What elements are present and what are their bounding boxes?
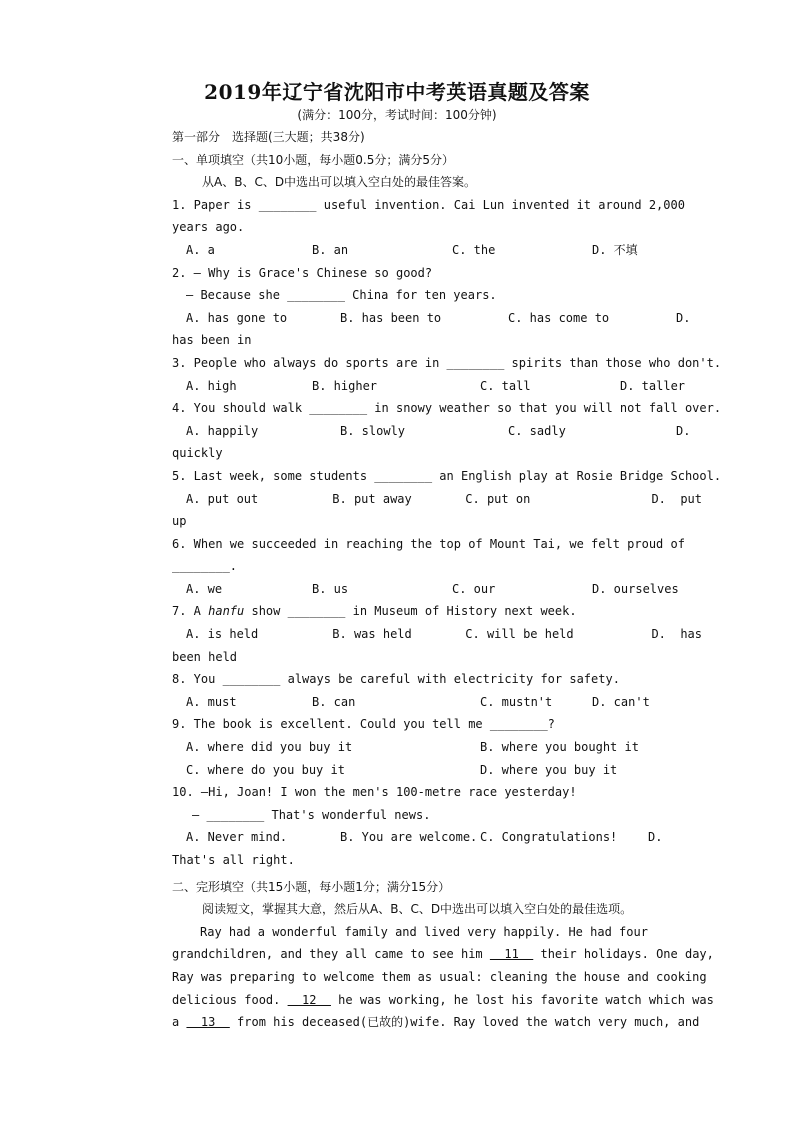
option-a[interactable]: A. Never mind.: [186, 830, 288, 845]
question-2-stem-cont: — Because she ________ China for ten years.: [186, 288, 497, 303]
option-c[interactable]: C. sadly: [508, 423, 566, 438]
option-a[interactable]: A. must: [186, 694, 237, 709]
option-b[interactable]: B. us: [312, 581, 349, 596]
question-9-stem: 9. The book is excellent. Could you tell me ________?: [172, 717, 555, 732]
question-3-options: [172, 375, 702, 398]
question-6-options: [172, 578, 702, 601]
part-heading: 第一部分 选择题(三大题；共38分): [172, 130, 365, 144]
question-10-stem-cont: — ________ That's wonderful news.: [192, 807, 431, 822]
option-c[interactable]: C. the: [452, 242, 496, 257]
exam-info: (满分：100分，考试时间：100分钟): [297, 108, 497, 122]
option-d[interactable]: D.: [676, 310, 691, 325]
blank-12[interactable]: 12: [287, 992, 331, 1007]
option-a[interactable]: A. happily: [186, 423, 259, 438]
option-d-cont: That's all right.: [172, 853, 295, 867]
option-d[interactable]: D. ourselves: [592, 581, 679, 596]
option-c[interactable]: C. Congratulations!: [480, 830, 618, 845]
question-7-stem: 7. A hanfu show ________ in Museum of History next week.: [172, 604, 577, 619]
question-10-options: [172, 826, 702, 849]
question-2-stem: 2. — Why is Grace's Chinese so good?: [172, 265, 433, 280]
question-1-stem-cont: years ago.: [172, 220, 245, 235]
option-a[interactable]: A. put out: [186, 491, 259, 506]
question-6-stem: 6. When we succeeded in reaching the top of Mount Tai, we felt proud of: [172, 536, 685, 551]
option-a[interactable]: A. we: [186, 581, 223, 596]
section-a-instruction: 从A、B、C、D中选出可以填入空白处的最佳答案。: [202, 175, 477, 190]
option-b[interactable]: B. You are welcome.: [340, 830, 478, 845]
passage-line: delicious food. 12 he was working, he lost his favorite watch which was: [172, 992, 714, 1007]
option-b[interactable]: B. higher: [312, 378, 378, 393]
option-c[interactable]: C. put on: [465, 491, 531, 506]
exam-content: [172, 126, 722, 1034]
passage-line: grandchildren, and they all came to see him 11 their holidays. One day,: [172, 947, 714, 962]
option-b[interactable]: B. can: [312, 694, 356, 709]
option-c[interactable]: C. mustn't: [480, 694, 553, 709]
option-b[interactable]: B. where you bought it: [480, 740, 639, 755]
option-b[interactable]: B. put away: [332, 491, 412, 506]
option-d[interactable]: D. where you buy it: [480, 762, 618, 777]
question-8-options: [172, 691, 702, 714]
question-5-stem: 5. Last week, some students ________ an English play at Rosie Bridge School.: [172, 468, 722, 483]
option-d-cont: up: [172, 514, 187, 529]
passage-line: a 13 from his deceased(已故的)wife. Ray loved the watch very much, and: [172, 1015, 700, 1030]
option-d[interactable]: D.: [648, 830, 663, 845]
option-d[interactable]: D. has: [651, 627, 703, 642]
question-6-stem-cont: ________.: [172, 559, 238, 574]
hanfu-word: hanfu: [208, 604, 245, 619]
option-d-cont: has been in: [172, 333, 252, 348]
question-8-stem: 8. You ________ always be careful with electricity for safety.: [172, 672, 620, 687]
option-b[interactable]: B. an: [312, 242, 349, 257]
option-c[interactable]: C. tall: [480, 378, 531, 393]
section-b-heading: 二、完形填空（共15小题，每小题1分；满分15分）: [172, 879, 451, 894]
option-a[interactable]: A. high: [186, 378, 237, 393]
option-b[interactable]: B. was held: [332, 627, 412, 642]
question-4-stem: 4. You should walk ________ in snowy weather so that you will not fall over.: [172, 401, 722, 416]
option-d-cont: been held: [172, 649, 238, 664]
blank-11[interactable]: 11: [489, 947, 534, 962]
cloze-passage: [172, 921, 714, 1034]
question-5-options: [172, 488, 702, 511]
option-a[interactable]: A. a: [186, 242, 215, 257]
passage-line: Ray had a wonderful family and lived very happily. He had four: [200, 924, 648, 939]
option-b[interactable]: B. has been to: [340, 310, 442, 325]
option-d[interactable]: D. put: [651, 491, 703, 506]
question-1-options: [172, 239, 702, 262]
question-9-options-cd: [172, 759, 702, 782]
option-c[interactable]: C. has come to: [508, 310, 610, 325]
question-7-options: [172, 623, 702, 646]
passage-line: Ray was preparing to welcome them as usual: cleaning the house and cooking: [172, 969, 707, 984]
section-b-instruction: 阅读短文，掌握其大意，然后从A、B、C、D中选出可以填入空白处的最佳选项。: [202, 902, 633, 917]
option-a[interactable]: A. is held: [186, 627, 259, 642]
option-c[interactable]: C. where do you buy it: [186, 762, 345, 777]
option-d[interactable]: D. taller: [620, 378, 686, 393]
question-3-stem: 3. People who always do sports are in ________ spirits than those who don't.: [172, 355, 722, 370]
question-2-options: [172, 307, 702, 330]
blank-13[interactable]: 13: [186, 1015, 230, 1030]
question-10-stem: 10. —Hi, Joan! I won the men's 100-metre race yesterday!: [172, 785, 577, 800]
question-4-options: [172, 420, 702, 443]
option-b[interactable]: B. slowly: [340, 423, 406, 438]
question-1-stem: 1. Paper is ________ useful invention. Cai Lun invented it around 2,000: [172, 197, 685, 212]
option-d[interactable]: D. can't: [592, 694, 650, 709]
option-d[interactable]: D.: [676, 423, 691, 438]
question-9-options-ab: [172, 736, 702, 759]
option-d-cont: quickly: [172, 446, 223, 461]
option-a[interactable]: A. where did you buy it: [186, 740, 353, 755]
option-c[interactable]: C. will be held: [465, 627, 574, 642]
option-d[interactable]: D. 不填: [592, 242, 638, 257]
page-title: 2019年辽宁省沈阳市中考英语真题及答案: [204, 80, 590, 104]
option-c[interactable]: C. our: [452, 581, 496, 596]
section-a-heading: 一、单项填空（共10小题，每小题0.5分；满分5分）: [172, 152, 454, 167]
option-a[interactable]: A. has gone to: [186, 310, 288, 325]
